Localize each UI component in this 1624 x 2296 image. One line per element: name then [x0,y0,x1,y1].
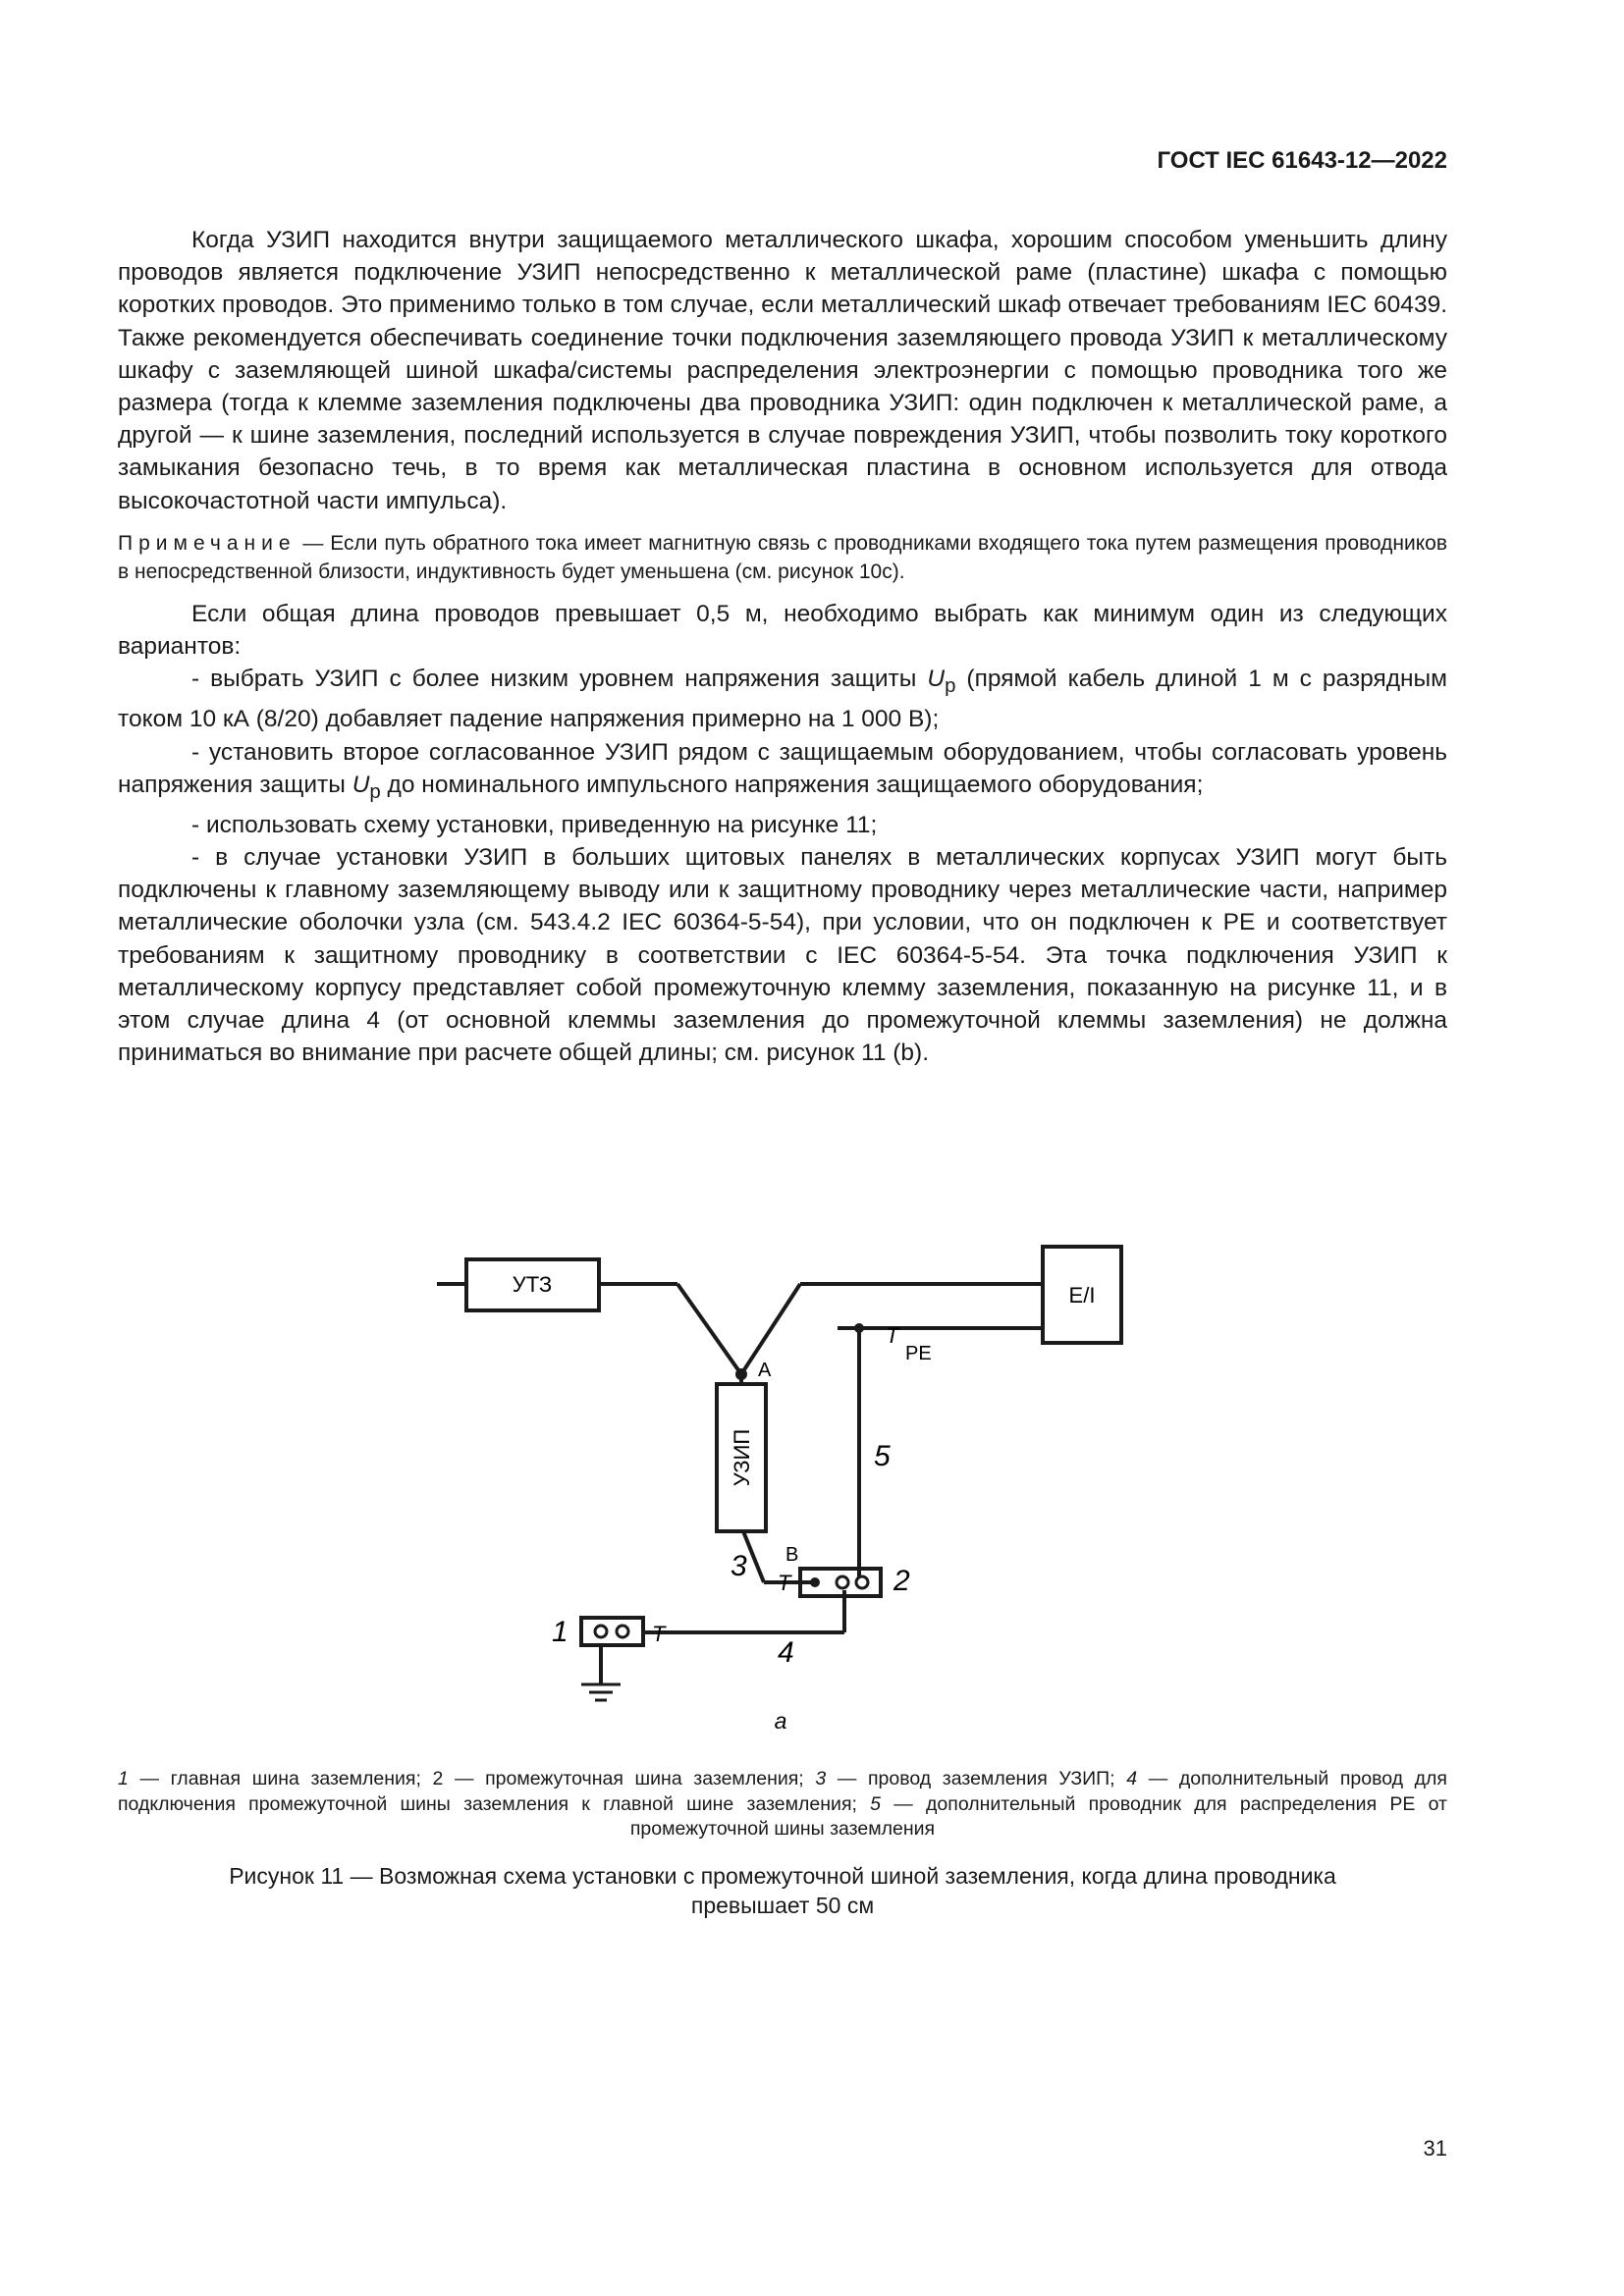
label-5: 5 [874,1440,891,1472]
u-subscript: p [369,780,381,803]
label-2: 2 [893,1565,910,1597]
paragraph-2: Если общая длина проводов превышает 0,5 м, необходимо выбрать как минимум один из следующих вариантов: [118,600,1447,661]
bar1-terminal-1 [595,1626,607,1637]
note [118,529,1447,586]
list-item-2: - установить второе согласованное УЗИП рядом с защищаемым оборудованием, чтобы согласовать уровень напряжения защиты $U_p$ до номинального импульсного напряжения защищаемого оборудования; [118,738,1447,803]
bar2-terminal-1 [837,1576,848,1588]
list-item-4: - в случае установки УЗИП в больших щитовых панелях в металлических корпусах УЗИП могут быть подключены к главному заземляющему выводу или к защитному проводнику через металлические части, например металлические оболочки узла (см. 543.4.2 IEC 60364-5-54), при условии, что он подключен к PE и соответствует требованиям к защитному проводнику в соответствии с IEC 60364-5-54. Эта точка подключения УЗИП к металлическому корпусу представляет собой промежуточную клемму заземления, показанную на рисунке 11, и в этом случае длина 4 (от основной клеммы заземления до промежуточной клеммы заземления) не должна приниматься во внимание при расчете общей длины; см. рисунок 11 (b). [118,844,1447,1067]
label-1: 1 [552,1616,568,1648]
list-item-3: - использовать схему установки, приведенную на рисунке 11; [191,811,878,838]
ground-icon [581,1684,621,1700]
pe-label: PE [905,1343,932,1364]
paragraph-1: Когда УЗИП находится внутри защищаемого металлического шкафа, хорошим способом уменьшить длину проводов является подключение УЗИП непосредственно к металлической раме (пластине) шкафа с помощью коротких проводов. Это применимо только в том случае, если металлический шкаф отвечает требованиям IEC 60439. Также рекомендуется обеспечивать соединение точки подключения заземляющего провода УЗИП к металлическому шкафу с заземляющей шиной шкафа/системы распределения электроэнергии с помощью проводника того же размера (тогда к клемме заземления подключены два проводника УЗИП: один подключен к металлической раме, а другой — к шине заземления, последний используется в случае повреждения УЗИП, чтобы позволить току короткого замыкания безопасно течь, в то время как металлическая пластина в основном используется для отвода высокочастотной части импульса). [118,227,1447,514]
uts-label: УТЗ [512,1272,553,1297]
pe-node [854,1323,864,1333]
uzip-label: УЗИП [730,1428,754,1487]
wiring-diagram [0,1222,1624,1733]
bar2-terminal-2 [856,1576,868,1588]
page-number: 31 [1423,2136,1447,2161]
note-text: — Если путь обратного тока имеет магнитную связь с проводниками входящего тока путем размещения проводников в непосредственной близости, индуктивность будет уменьшена (см. рисунок 10c). [118,531,1447,583]
u-symbol: U [927,666,946,693]
node-b-dot [810,1577,820,1587]
ei-label: E/I [1068,1283,1096,1308]
label-4: 4 [778,1636,794,1669]
u-subscript: p [945,675,956,698]
figure-legend: 1 — главная шина заземления; 2 — промежуточная шина заземления; 3 — провод заземления УЗИП; 4 — дополнительный провод для подключения промежуточной шины заземления к главной шине заземления; 5 — дополнительный проводник для распределения PE от промежуточной шины заземления [118,1768,1447,1840]
node-b-label: B [785,1544,799,1566]
terminal-t-b: T [778,1571,791,1595]
subfigure-label: а [774,1708,787,1733]
bar1-terminal-2 [617,1626,628,1637]
line-to-a-left [677,1284,741,1374]
list-item-1: - выбрать УЗИП с более низким уровнем напряжения защиты $U_p$ (прямой кабель длиной 1 м с разрядным током 10 кА (8/20) добавляет падение напряжения примерно на 1 000 В); [118,666,1447,733]
figure-11-diagram [0,1222,1624,1733]
node-a-label: A [758,1360,772,1381]
main-bar [581,1618,643,1645]
document-id: ГОСТ IEC 61643-12—2022 [1157,147,1447,174]
main-text [118,224,1447,1069]
node-a [735,1368,747,1380]
u-symbol: U [352,771,370,798]
terminal-t-main: T [652,1622,666,1646]
label-3: 3 [731,1550,747,1582]
terminal-t-pe: T [886,1323,899,1348]
figure-caption: Рисунок 11 — Возможная схема установки с промежуточной шиной заземления, когда длина проводника превышает 50 см [229,1863,1336,1918]
note-label: Примечание [118,531,297,555]
